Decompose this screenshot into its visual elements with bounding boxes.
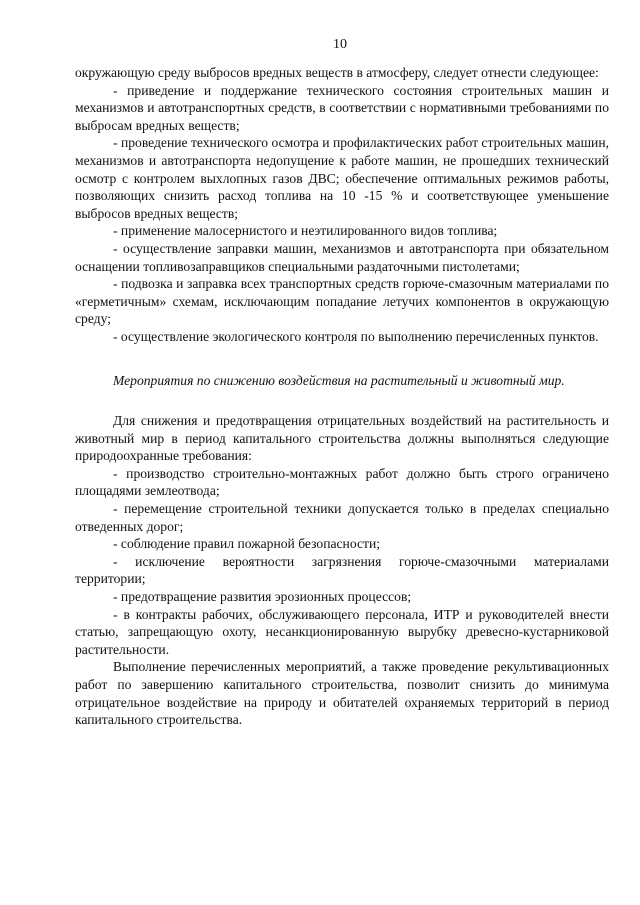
list-item: - перемещение строительной техники допускается только в пределах специально отведенных дорог; <box>75 501 609 534</box>
page-number: 10 <box>333 37 347 52</box>
list-item: - исключение вероятности загрязнения горюче-смазочными материалами территории; <box>75 553 609 587</box>
list-item: - в контракты рабочих, обслуживающего персонала, ИТР и руководителей внести статью, запрещающую охоту, несанкционированную вырубку древесно-кустарниковой растительности. <box>75 606 609 657</box>
list-item: - подвозка и заправка всех транспортных средств горюче-смазочным материалами по «герметичным» схемам, исключающим попадание летучих компонентов в окружающую среду; <box>75 276 609 327</box>
document-body <box>75 64 609 729</box>
list-item: - производство строительно-монтажных работ должно быть строго ограничено площадями землеотвода; <box>75 465 609 499</box>
list-item: - осуществление заправки машин, механизмов и автотранспорта при обязательном оснащении топливозаправщиков специальными раздаточными пистолетами; <box>75 240 609 274</box>
list-item: - предотвращение развития эрозионных процессов; <box>113 589 412 605</box>
paragraph-conclusion: Выполнение перечисленных мероприятий, а также проведение рекультивационных работ по завершению капитального строительства, позволит снизить до минимума отрицательное воздействие на природу и обитателей охраняемых территорий в период капитального строительства. <box>75 659 609 728</box>
list-item: - проведение технического осмотра и профилактических работ строительных машин, механизмов и автотранспорта недопущение к работе машин, не прошедших технический осмотр с контролем выхлопных газов ДВС; обеспечение оптимальных режимов работы, позволяющих снизить расход топлива на 10 -15 % и соответствующее уменьшение выбросов вредных веществ; <box>75 135 609 221</box>
list-item: - осуществление экологического контроля по выполнению перечисленных пунктов. <box>113 328 599 344</box>
paragraph: Для снижения и предотвращения отрицательных воздействий на растительность и животный мир в период капитального строительства должны выполняться следующие природоохранные требования: <box>75 413 609 464</box>
paragraph-intro-continuation: окружающую среду выбросов вредных веществ в атмосферу, следует отнести следующее: <box>75 65 599 80</box>
list-item: - приведение и поддержание технического состояния строительных машин и механизмов и автотранспортных средств, в соответствии с нормативными требованиями по выбросам вредных веществ; <box>75 82 609 133</box>
list-item: - соблюдение правил пожарной безопасности; <box>113 536 380 552</box>
section-heading: Мероприятия по снижению воздействия на растительный и животный мир. <box>113 372 565 388</box>
list-item: - применение малосернистого и неэтилированного видов топлива; <box>113 223 498 239</box>
